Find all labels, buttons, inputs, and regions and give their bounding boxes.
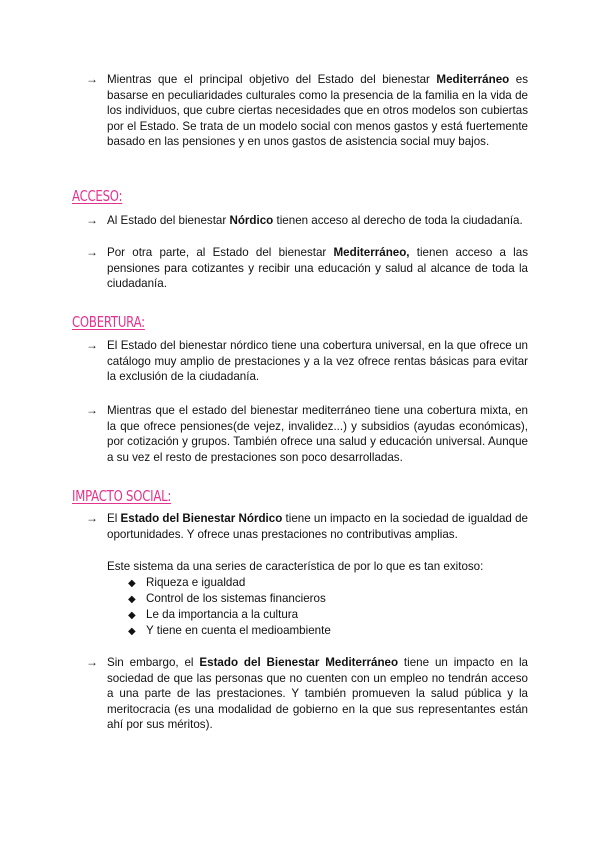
bullet-item <box>128 623 331 640</box>
text-run: Por otra parte, al Estado del bienestar <box>107 246 334 259</box>
section-heading-cobertura: COBERTURA: <box>72 313 145 331</box>
diamond-icon: ◆ <box>128 626 136 637</box>
list-item-cobertura-nordico <box>88 338 528 385</box>
paragraph-text: El Estado del bienestar nórdico tiene una cobertura universal, en la que ofrece un catálogo muy amplio de prestaciones y a la vez ofrece rentas básicas para evitar la exclusión de la ciudadanía. <box>107 339 528 384</box>
diamond-icon: ◆ <box>128 610 136 621</box>
text-run: El <box>107 512 121 525</box>
arrow-icon: → <box>86 213 98 227</box>
arrow-icon: → <box>86 403 98 417</box>
bullet-item <box>128 575 245 592</box>
list-item-cobertura-mediterraneo <box>88 403 528 465</box>
section-heading-acceso: ACCESO: <box>72 187 123 205</box>
list-item-acceso-nordico <box>88 213 528 229</box>
bold-term: Nórdico <box>229 214 274 227</box>
arrow-icon: → <box>86 72 98 86</box>
list-item-impacto-mediterraneo <box>88 655 528 733</box>
bold-term: Estado del Bienestar Nórdico <box>120 512 283 525</box>
bullet-text: Control de los sistemas financieros <box>146 592 326 605</box>
arrow-icon: → <box>86 338 98 352</box>
arrow-icon: → <box>86 511 98 525</box>
text-run: es basarse en peculiaridades culturales como la presencia de la familia en la vida de los individuos, que cubre ciertas necesidades que en otros modelos son cubiertas por el Estado. Se trata de un modelo social con menos gastos y está fuertemente basado en las pensiones y en unos gastos de asistencia social muy bajos. <box>107 73 529 149</box>
bullet-text: Le da importancia a la cultura <box>146 608 299 621</box>
paragraph-text <box>88 72 528 150</box>
arrow-icon: → <box>86 655 98 669</box>
section-heading-impacto-social: IMPACTO SOCIAL: <box>72 487 172 505</box>
text-run: Sin embargo, el <box>107 656 200 669</box>
list-item-acceso-mediterraneo <box>88 245 528 292</box>
text-run: tienen acceso a las pensiones para cotizantes y recibir una educación y salud al alcance de toda la ciudadanía. <box>107 246 529 291</box>
paragraph-text <box>88 655 528 733</box>
arrow-icon: → <box>86 245 98 259</box>
text-run: tienen acceso al derecho de toda la ciudadanía. <box>273 214 523 227</box>
text-run: tiene un impacto en la sociedad de que las personas que no cuenten con un empleo no tendrán acceso a una parte de las prestaciones. Y también promueven la salud pública y la meritocracia (es una modalidad de gobierno en la que sus representantes están ahí por sus méritos). <box>107 656 528 732</box>
paragraph-text <box>88 245 528 292</box>
impacto-intro-text: Este sistema da una series de característica de por lo que es tan exitoso: <box>107 560 484 573</box>
bold-term: Estado del Bienestar Mediterráneo <box>199 656 399 669</box>
bold-term: Mediterráneo, <box>333 246 410 259</box>
bullet-text: Riqueza e igualdad <box>146 576 246 589</box>
text-run: Al Estado del bienestar <box>107 214 230 227</box>
list-item-mediterraneo-objetivo <box>88 72 528 150</box>
diamond-icon: ◆ <box>128 578 136 589</box>
list-item-impacto-nordico <box>88 511 528 542</box>
bullet-item <box>128 591 326 608</box>
text-run: tiene un impacto en la sociedad de igualdad de oportunidades. Y ofrece unas prestaciones no contributivas amplias. <box>107 512 528 541</box>
paragraph-text <box>88 213 528 229</box>
bullet-text: Y tiene en cuenta el medioambiente <box>146 624 331 637</box>
paragraph-text <box>88 511 528 542</box>
paragraph-text: Mientras que el estado del bienestar mediterráneo tiene una cobertura mixta, en la que ofrece pensiones(de vejez, invalidez...) y subsidios (ayudas económicas), por cotización y grupos. También ofrece una salud y educación universal. Aunque a su vez el resto de prestaciones son poco desarrolladas. <box>107 404 528 464</box>
bold-term: Mediterráneo <box>436 73 510 86</box>
text-run: Mientras que el principal objetivo del Estado del bienestar <box>107 73 437 86</box>
bullet-item <box>128 607 298 624</box>
diamond-icon: ◆ <box>128 594 136 605</box>
